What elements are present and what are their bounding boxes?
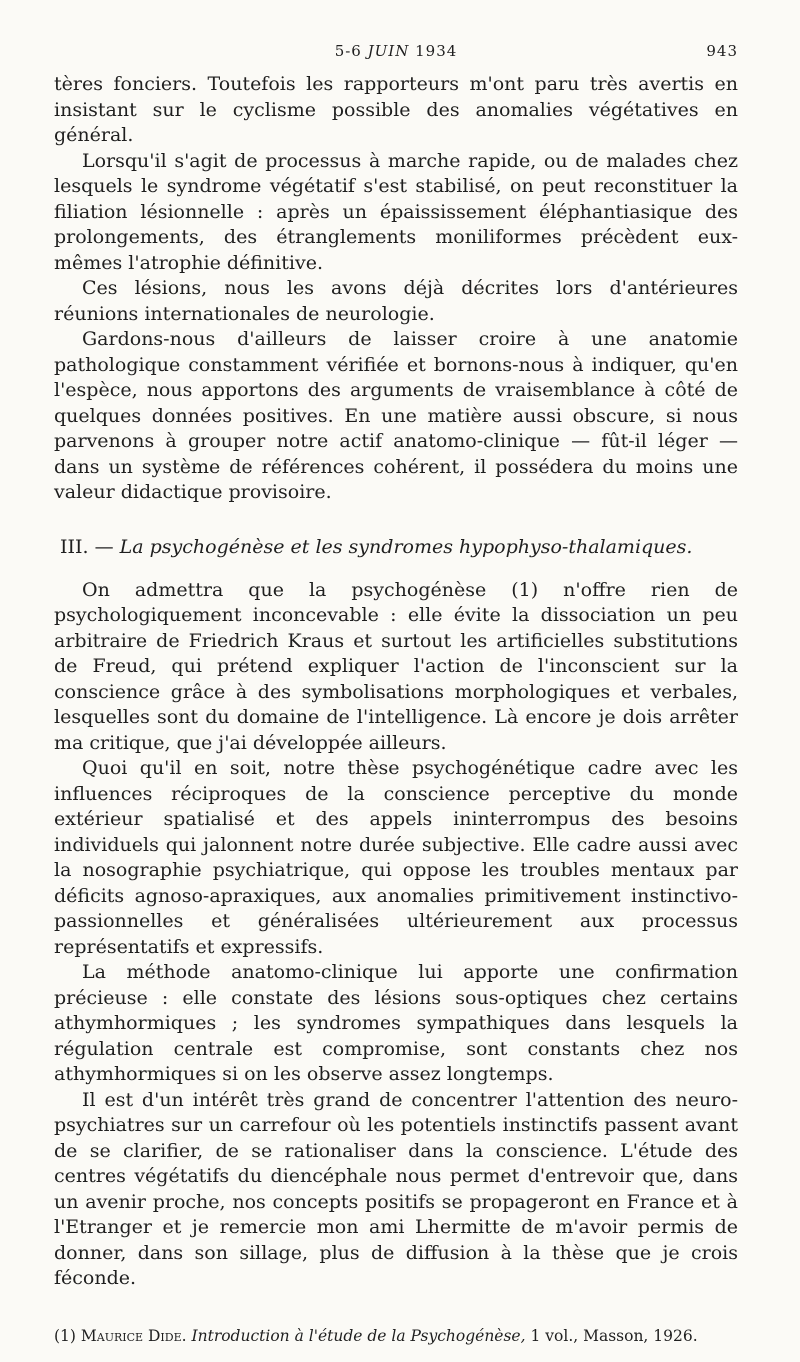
section-numeral: III. xyxy=(60,535,89,558)
running-head xyxy=(54,42,738,72)
page-number: 943 xyxy=(706,42,738,60)
section-dash: — xyxy=(94,535,114,558)
section-title: La psychogénèse et les syndromes hypophyso-thalamiques. xyxy=(119,535,693,558)
header-date-month: JUIN xyxy=(367,42,410,60)
footnote xyxy=(54,1326,738,1346)
header-date-year: 1934 xyxy=(415,42,458,60)
paragraph: Lorsqu'il s'agit de processus à marche rapide, ou de malades chez lesquels le syndrome végétatif s'est stabilisé, on peut reconstituer la filiation lésionnelle : après un épaississement éléphantiasique des prolongements, des étranglements moniliformes précèdent eux-mêmes l'atrophie définitive. xyxy=(54,149,738,274)
section-heading xyxy=(54,534,738,560)
paragraph: Gardons-nous d'ailleurs de laisser croire à une anatomie pathologique constamment vérifiée et bornons-nous à indiquer, qu'en l'espèce, nous apportons des arguments de vraisemblance à côté de quelques données positives. En une matière aussi obscure, si nous parvenons à grouper notre actif anatomo-clinique — fût-il léger — dans un système de références cohérent, il possédera du moins une valeur didactique provisoire. xyxy=(54,328,738,503)
paragraph: tères fonciers. Toutefois les rapporteurs m'ont paru très avertis en insistant sur le cyclisme possible des anomalies végétatives en général. xyxy=(54,73,738,146)
footnote-title: Introduction à l'étude de la Psychogénèse, xyxy=(191,1326,526,1345)
paragraph: On admettra que la psychogénèse (1) n'offre rien de psychologiquement inconcevable : elle évite la dissociation un peu arbitraire de Friedrich Kraus et surtout les artificielles substitutions de Freud, qui prétend expliquer l'action de l'inconscient sur la conscience grâce à des symbolisations morphologiques et verbales, lesquelles sont du domaine de l'intelligence. Là encore je dois arrêter ma critique, que j'ai développée ailleurs. xyxy=(54,578,738,754)
header-date-prefix: 5-6 xyxy=(334,42,362,60)
paragraph: Quoi qu'il en soit, notre thèse psychogénétique cadre avec les influences réciproques de la conscience perceptive du monde extérieur spatialisé et des appels ininterrompus des besoins individuels qui jalonnent notre durée subjective. Elle cadre aussi avec la nosographie psychiatrique, qui oppose les troubles mentaux par déficits agnoso-apraxiques, aux anomalies primitivement instinctivo-passionnelles et généralisées ultérieurement aux processus représentatifs et expressifs. xyxy=(54,757,738,958)
paragraph: La méthode anatomo-clinique lui apporte une confirmation précieuse : elle constate des lésions sous-optiques chez certains athymhormiques ; les syndromes sympathiques dans lesquels la régulation centrale est compromise, sont constants chez nos athymhormiques si on les observe assez longtemps. xyxy=(54,961,738,1085)
footnote-marker: (1) xyxy=(54,1326,76,1345)
header-date xyxy=(54,42,738,60)
body-text xyxy=(54,72,738,506)
section-body xyxy=(54,578,738,1292)
paragraph: Ces lésions, nous les avons déjà décrites lors d'antérieures réunions internationales de neurologie. xyxy=(54,277,738,325)
footnote-details: 1 vol., Masson, 1926. xyxy=(530,1326,698,1345)
footnote-author: Maurice Dide. xyxy=(80,1326,187,1345)
paragraph: Il est d'un intérêt très grand de concentrer l'attention des neuro-psychiatres sur un carrefour où les potentiels instinctifs passent avant de se clarifier, de se rationaliser dans la conscience. L'étude des centres végétatifs du diencéphale nous permet d'entrevoir que, dans un avenir proche, nos concepts positifs se propageront en France et à l'Etranger et je remercie mon ami Lhermitte de m'avoir permis de donner, dans son sillage, plus de diffusion à la thèse que je crois féconde. xyxy=(54,1088,738,1289)
